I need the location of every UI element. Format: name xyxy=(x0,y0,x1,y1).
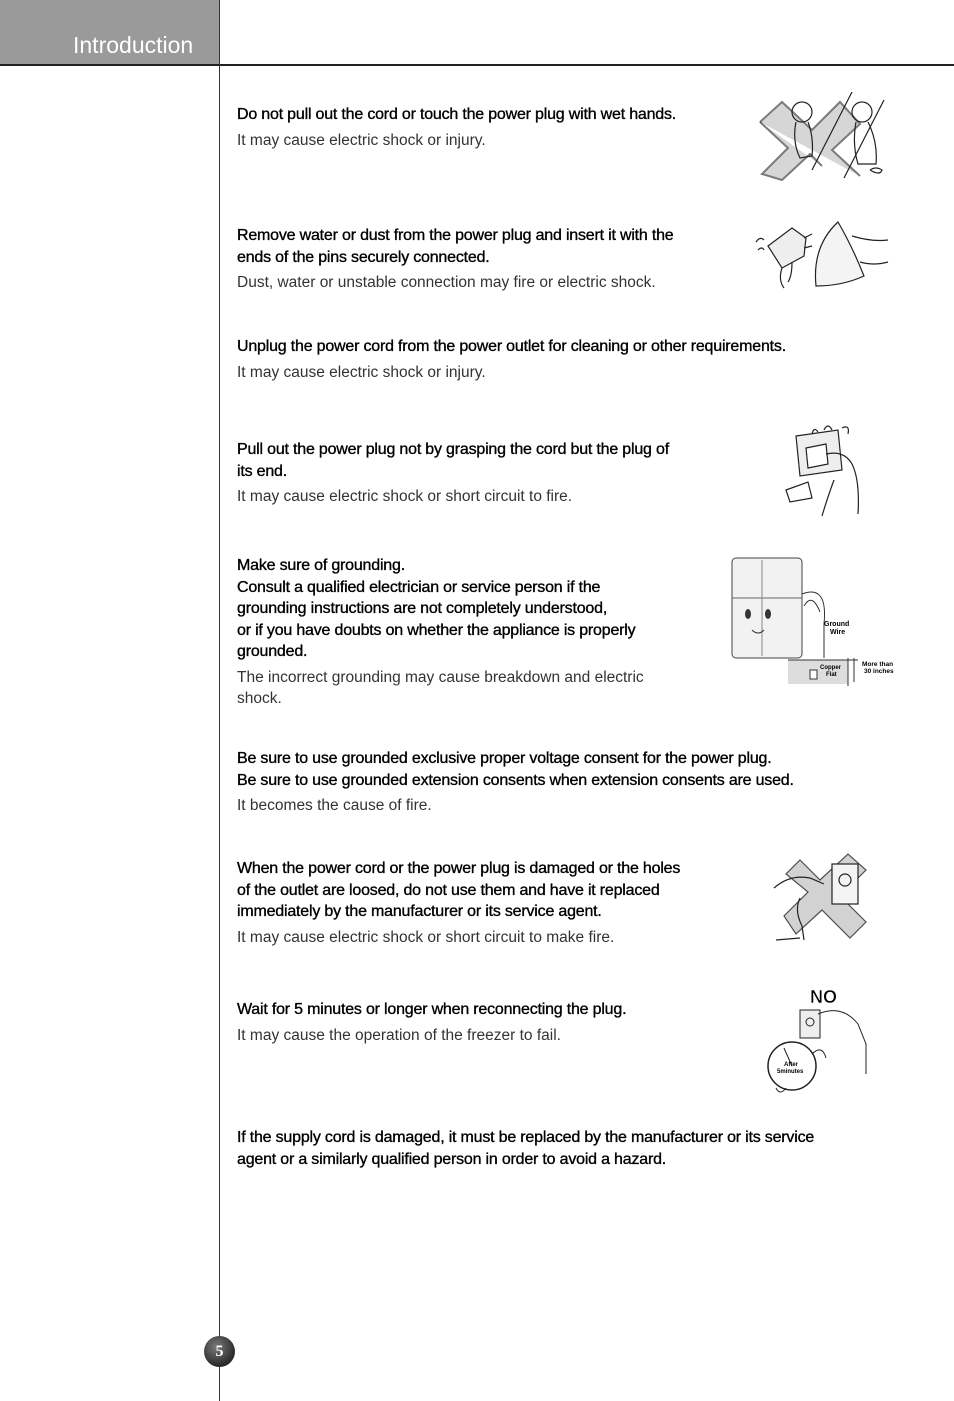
wait-timer-illustration xyxy=(762,984,872,1100)
clock-label-after: After xyxy=(784,1062,799,1068)
warning-heading: Remove water or dust from the power plug and insert it with the ends of the pins securely connected. xyxy=(237,227,674,266)
warning-unplug-cleaning xyxy=(237,336,786,383)
section-tab xyxy=(0,0,219,64)
warning-heading: Pull out the power plug not by grasping the cord but the plug of its end. xyxy=(237,441,669,480)
warning-heading: Unplug the power cord from the power outlet for cleaning or other requirements. xyxy=(237,338,786,355)
warning-dust-plug xyxy=(237,225,674,293)
warning-heading: Be sure to use grounded exclusive proper voltage consent for the power plug. Be sure to use grounded extension consents when extension consents are used. xyxy=(237,750,794,789)
warning-body: It may cause electric shock or short circuit to make fire. xyxy=(237,928,615,946)
warning-damaged-cord xyxy=(237,858,680,948)
warning-wait-reconnect xyxy=(237,999,626,1046)
ground-label: Ground xyxy=(824,621,850,628)
section-title: Introduction xyxy=(73,32,194,58)
wire-label: Wire xyxy=(830,629,846,636)
warning-grounding xyxy=(237,555,644,709)
clock-label-minutes: 5minutes xyxy=(777,1069,804,1075)
grounding-illustration xyxy=(728,554,900,688)
copper-label: Copper xyxy=(820,665,841,671)
warning-supply-cord xyxy=(237,1127,814,1170)
warning-heading: If the supply cord is damaged, it must be replaced by the manufacturer or its service agent or a similarly qualified person in order to avoid a hazard. xyxy=(237,1129,815,1168)
no-label: NO xyxy=(810,987,837,1007)
plug-cleaning-illustration xyxy=(752,216,890,292)
page-number: 5 xyxy=(204,1336,235,1367)
warning-body: It may cause electric shock or short circuit to fire. xyxy=(237,488,573,505)
wet-hands-illustration xyxy=(752,92,892,182)
damaged-outlet-illustration xyxy=(770,850,874,944)
warning-body: Dust, water or unstable connection may fire or electric shock. xyxy=(237,274,656,291)
warning-heading: Do not pull out the cord or touch the power plug with wet hands. xyxy=(237,106,677,123)
warning-grounded-consent xyxy=(237,748,794,816)
header-rule xyxy=(0,64,954,66)
warning-heading: When the power cord or the power plug is damaged or the holes of the outlet are loosed, do not use them and have it replaced immediately by the manufacturer or its service agent. xyxy=(237,860,681,920)
warning-body: It may cause electric shock or injury. xyxy=(237,131,486,149)
warning-wet-hands xyxy=(237,104,676,151)
margin-rule xyxy=(219,0,220,1401)
pull-plug-illustration xyxy=(782,420,866,518)
warning-grasp-plug xyxy=(237,439,669,507)
distance-label: More than xyxy=(862,661,894,668)
distance-value: 30 inches xyxy=(864,668,894,675)
flat-label: Flat xyxy=(826,672,837,678)
warning-body: The incorrect grounding may cause breakdown and electric shock. xyxy=(237,668,644,707)
warning-body: It becomes the cause of fire. xyxy=(237,797,432,814)
warning-heading: Wait for 5 minutes or longer when reconnecting the plug. xyxy=(237,1001,627,1018)
warning-body: It may cause electric shock or injury. xyxy=(237,363,486,381)
warning-heading: Make sure of grounding. Consult a qualified electrician or service person if the grounding instructions are not completely understood, or if you have doubts on whether the appliance is properly grounded. xyxy=(237,557,636,660)
warning-body: It may cause the operation of the freezer to fail. xyxy=(237,1026,561,1044)
